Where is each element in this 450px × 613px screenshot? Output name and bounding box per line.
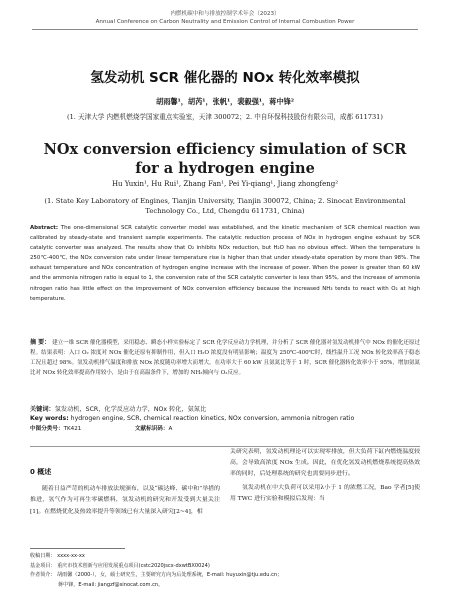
cn-abstract-label: 摘 要：	[30, 339, 51, 346]
right-paragraph-1: 关研究表明，氢发动机理论可以实现零排放，但大负荷下缸内燃烧温度较高，会导致高浓度 NOx 生成。因此，在优化氢发动机燃烧系统提高热效率的同时，后处理系统的研究也需要同步进行。	[230, 449, 420, 478]
english-authors: Hu Yuxin¹, Hu Rui¹, Zhang Fan¹, Pei Yi-qiang¹, Jiang zhongfeng²	[111, 180, 339, 188]
running-header-en: Annual Conference on Carbon Neutrality and Emission Control of Internal Combustion Power	[95, 19, 355, 25]
clc-label: 中图分类号：	[30, 426, 64, 432]
chinese-keywords	[30, 405, 206, 414]
english-affiliation: (1. State Key Laboratory of Engines, Tianjin University, Tianjin 300072, China; 2. Sinocat Environmental Technology Co., Ltd, Chengdu 611731, China)	[44, 197, 406, 215]
doc-code-value: A	[168, 426, 173, 432]
abstract-label: Abstract:	[30, 225, 59, 231]
footnote-author: 作者简介： 胡雨馨（2000-），女，硕士研究生，主要研究方向为后处理系统，E-mail: huyuxin@tju.edu.cn；	[30, 572, 283, 578]
footnote-received: 收稿日期： xxxx-xx-xx	[30, 553, 85, 559]
chinese-authors: 胡雨馨¹，胡芮¹，张帆¹，裴毅强¹，蒋中锋²	[156, 97, 294, 106]
right-paragraph-2: 氢发动机在中大负荷可以采用λ小于 1 的浓燃工况，Bao 学者[5]使用 TWC 进行实验和模拟后发现：当	[230, 484, 420, 502]
classification-line	[30, 425, 172, 434]
english-keywords	[30, 414, 354, 423]
cn-keywords-label: 关键词：	[30, 406, 55, 413]
header-divider	[32, 29, 418, 30]
right-column	[230, 447, 420, 505]
running-header	[0, 10, 450, 26]
footnote	[30, 552, 425, 590]
left-column	[30, 447, 220, 518]
footnote-divider	[30, 548, 125, 549]
footnote-fund: 基金项目： 重庆市技术创新与应用发展重点项目(cstc2020jscx-dxwtBX0024)	[30, 562, 210, 569]
left-paragraph: 随着日益严苛的机动车排放法规颁布，以及“碳达峰、碳中和”举措的推进，氢气作为可再生零碳燃料，氢发动机的研究和开发受到大量关注[1]。在燃烧优化及热效率提升等领域已有大量深入研究[2~4]，相	[30, 486, 220, 515]
abstract-text: The one-dimensional SCR catalytic converter model was established, and the kinetic mechanism of SCR chemical reaction was calibrated by steady-state and transient sample experiments. The catalytic reduction process of NOx in hydrogen engine exhaust by SCR catalytic converter was analyzed. The results show that O₂ inhibits NOx reduction, but H₂O has no obvious effect. When the temperature is 250℃-400℃, the NOx conversion rate under linear temperature rise is higher than that under steady-state operation by more than 98%. The exhaust temperature and NOx concentration of hydrogen engine increase with the increase of power. When the power is greater than 60 kW and the ammonia nitrogen ratio is equal to 1, the conversion rate of the SCR catalytic converter is less than 95%, and the increase of ammonia nitrogen ratio has little effect on the improvement of NOx conversion efficiency because the increased NH₃ tends to react with O₂ at high temperature.	[30, 225, 420, 302]
section-title: 0 概述	[30, 468, 52, 476]
english-abstract	[30, 223, 420, 304]
english-title: NOx conversion efficiency simulation of SCR for a hydrogen engine	[43, 141, 407, 177]
running-header-cn: 内燃机碳中和与排放控制学术年会（2023）	[170, 11, 280, 17]
doc-code-label: 文献标识码：	[134, 426, 169, 432]
en-keywords-label: Key words:	[30, 415, 69, 422]
clc-value: TK421	[63, 426, 82, 432]
cn-abstract-text: 建立一维 SCR 催化器模型，采用稳态、瞬态小样实验标定了 SCR 化学反应动力学机理，并分析了 SCR 催化器对氢发动机排气中 NOx 的催化还原过程。结果表明：入口 O₂ 浓度对 NOx 催化还原有抑制作用，但入口 H₂O 浓度没有明显影响；温度为 250℃-400℃时，线性温升工况 NOx 转化效率高于稳态工况且超过 98%。氢发动机排气温度和排放 NOx 浓度随功率增大而增大，在功率大于 60 kW 且氨氮比等于 1 时，SCR 催化器转化效率小于 95%，增加氨氮比对 NOx 转化效率提高作用较小，是由于在高温条件下，增加的 NH₃倾向与 O₂反应。	[30, 340, 421, 376]
cn-keywords-text: 氢发动机，SCR，化学反应动力学，NOx 转化，氨氮比	[54, 406, 207, 413]
footnote-contact: 蒋中锋，E-mail: jiangzf@sinocat.com.cn。	[58, 581, 164, 588]
chinese-affiliation: (1. 天津大学 内燃机燃烧学国家重点实验室，天津 300072；2. 中自环保科技股份有限公司，成都 611731)	[67, 113, 383, 121]
en-keywords-text: hydrogen engine, SCR, chemical reaction kinetics, NOx conversion, ammonia nitrogen ratio	[70, 415, 355, 422]
chinese-title: 氢发动机 SCR 催化器的 NOx 转化效率模拟	[90, 70, 360, 86]
chinese-abstract	[30, 338, 420, 378]
